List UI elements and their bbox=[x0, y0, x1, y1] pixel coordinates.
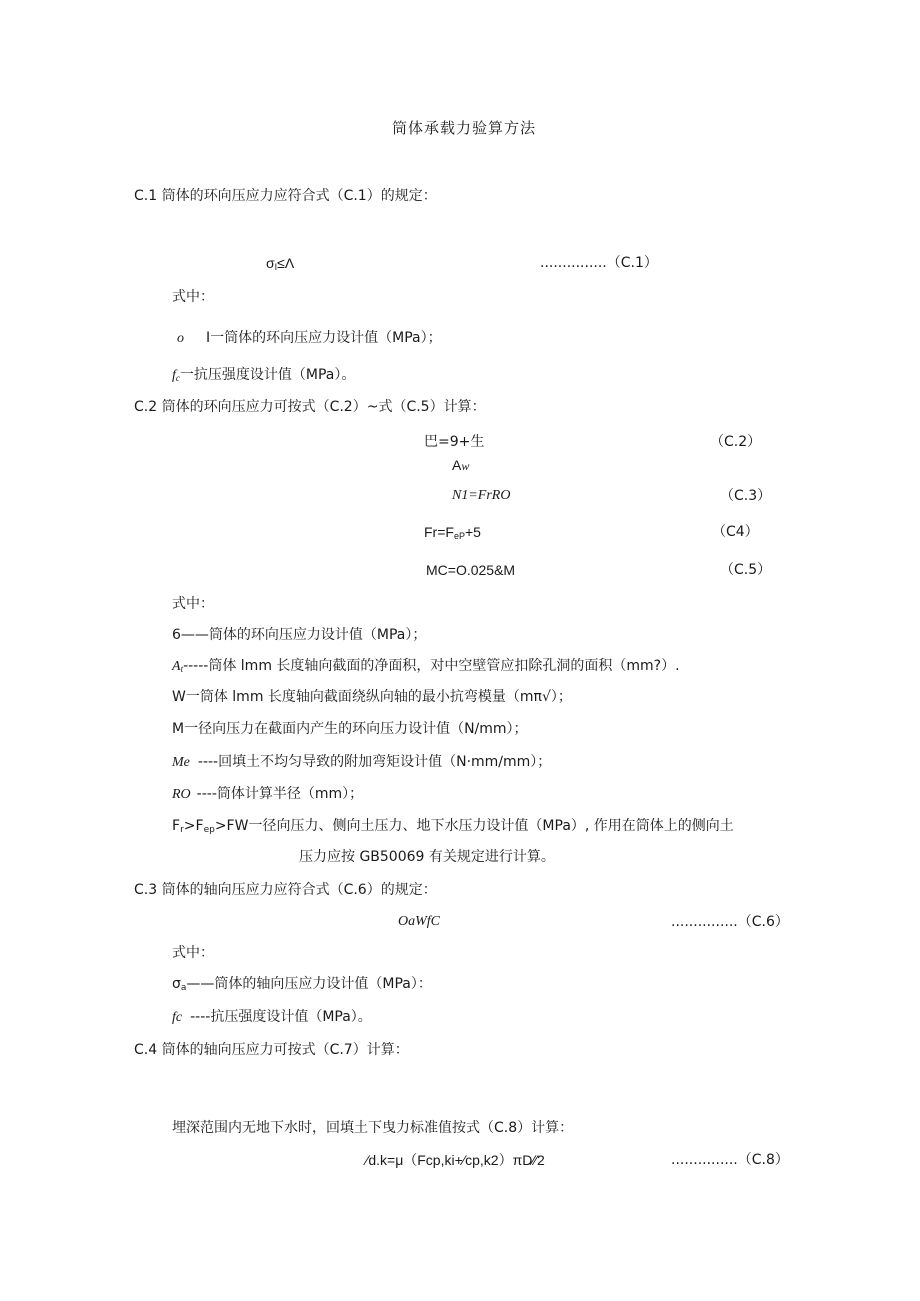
eq-number-c1: ...............（C.1） bbox=[540, 255, 658, 271]
eq-number-c2: （C.2） bbox=[710, 434, 762, 450]
definition-row: M一径向压力在截面内产生的环向压力设计值（N∕mm）； bbox=[172, 721, 528, 737]
formula-c6: OaWfC bbox=[398, 914, 440, 929]
definition-row: W一筒体 lmm 长度轴向截面绕纵向轴的最小抗弯模量（mπ√）； bbox=[172, 689, 572, 705]
section-c1-heading: C.1 筒体的环向压应力应符合式（C.1）的规定： bbox=[134, 188, 437, 204]
definition-row: $f_c$一抗压强度设计值（MPa）。 bbox=[172, 367, 356, 383]
symbol: o bbox=[177, 331, 184, 346]
section-c2-heading: C.2 筒体的环向压应力可按式（C.2）~式（C.5）计算： bbox=[134, 399, 486, 415]
eq-number-c6: ...............（C.6） bbox=[671, 914, 789, 930]
formula-c3: N1=FrRO bbox=[452, 488, 511, 503]
where-label: 式中： bbox=[172, 945, 214, 961]
eq-number-c3: （C.3） bbox=[720, 488, 772, 504]
eq-number-c8: ...............（C.8） bbox=[671, 1152, 789, 1168]
page-title: 筒体承载力验算方法 bbox=[392, 119, 537, 137]
definition-row: $\sigma_a——$筒体的轴向压应力设计值（MPa）： bbox=[172, 976, 432, 993]
section-c3-heading: C.3 筒体的轴向压应力应符合式（C.6）的规定： bbox=[134, 882, 437, 898]
section-c4-heading: C.4 筒体的轴向压应力可按式（C.7）计算： bbox=[134, 1042, 409, 1058]
definition-row: 6——筒体的环向压应力设计值（MPa）； bbox=[172, 627, 427, 643]
formula-c2-numerator: 巴=9+生 bbox=[424, 434, 485, 450]
where-label: 式中： bbox=[172, 596, 214, 612]
definition-row: $A_t-----$筒体 lmm 长度轴向截面的净面积，对中空壁管应扣除孔洞的面积（mm?）. bbox=[172, 658, 680, 674]
definition-row: Me ----回填土不均匀导致的附加弯矩设计值（N·mm∕mm）； bbox=[172, 754, 552, 770]
formula-c1: $\sigma_I\le\Lambda$ bbox=[266, 255, 295, 272]
paragraph: 埋深范围内无地下水时，回填土下曳力标准值按式（C.8）计算： bbox=[172, 1120, 574, 1136]
eq-number-c4: （C4） bbox=[712, 524, 759, 540]
definition-row: o I一筒体的环向压应力设计值（MPa）； bbox=[177, 330, 442, 346]
formula-c8: ∕d.k=μ（Fcp,ki+∕cp,k2）πD∕∕2 bbox=[366, 1152, 545, 1168]
eq-number-c5: （C.5） bbox=[720, 562, 772, 578]
formula-c2-denominator: Aw bbox=[452, 457, 470, 473]
where-label: 式中： bbox=[172, 289, 214, 305]
definition-row: RO ----筒体计算半径（mm）； bbox=[172, 786, 364, 802]
definition-continuation: 压力应按 GB50069 有关规定进行计算。 bbox=[299, 849, 555, 865]
definition-row: $F_r>F_{ep}>FW$一径向压力、侧向土压力、地下水压力设计值（MPa）, 作用在筒体上的侧向土 bbox=[172, 818, 734, 835]
formula-c5: MC=O.025&M bbox=[426, 562, 516, 578]
definition-row: fc ----抗压强度设计值（MPa）。 bbox=[172, 1009, 372, 1025]
formula-c4: $Fr=F_{eP}+5$ bbox=[424, 524, 481, 541]
